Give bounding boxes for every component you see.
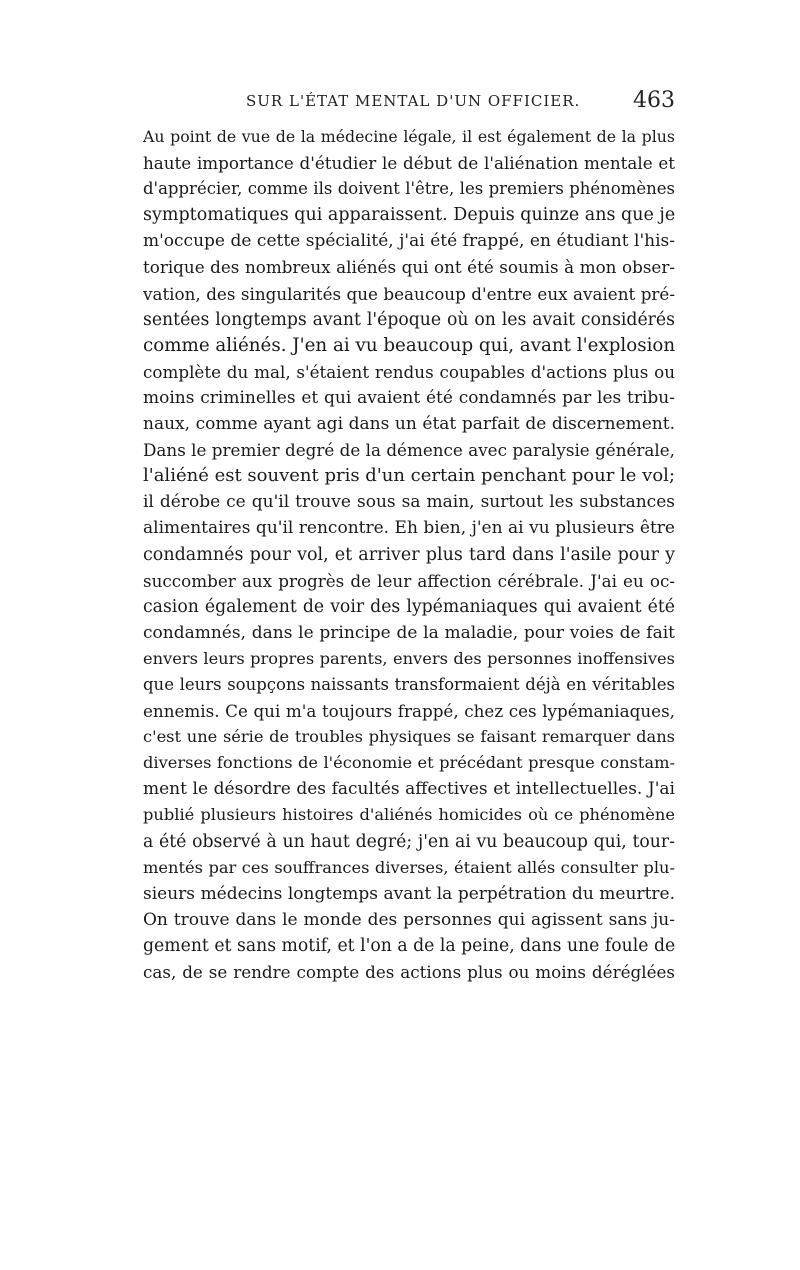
running-title: SUR L'ÉTAT MENTAL D'UN OFFICIER.: [246, 92, 581, 110]
text-line: ment le désordre des facultés affectives et intellectuelles. J'ai: [143, 779, 675, 800]
text-line: casion également de voir des lypémaniaques qui avaient été: [143, 596, 675, 617]
text-line: m'occupe de cette spécialité, j'ai été frappé, en étudiant l'his-: [143, 231, 675, 252]
text-line: sieurs médecins longtemps avant la perpétration du meurtre.: [143, 883, 675, 904]
page-number: 463: [633, 88, 675, 113]
text-line: condamnés pour vol, et arriver plus tard dans l'asile pour y: [143, 544, 675, 565]
text-line: On trouve dans le monde des personnes qui agissent sans ju-: [143, 909, 675, 930]
text-line: publié plusieurs histoires d'aliénés homicides où ce phénomène: [143, 805, 675, 825]
text-line: d'apprécier, comme ils doivent l'être, les premiers phénomènes: [143, 179, 675, 199]
text-line: condamnés, dans le principe de la maladie, pour voies de fait: [143, 622, 675, 643]
text-line: haute importance d'étudier le début de l'aliénation mentale et: [143, 153, 675, 174]
body-text: [143, 124, 675, 985]
text-line: ennemis. Ce qui m'a toujours frappé, chez ces lypémaniaques,: [143, 701, 675, 722]
text-line: alimentaires qu'il rencontre. Eh bien, j'en ai vu plusieurs être: [143, 518, 675, 539]
text-line: comme aliénés. J'en ai vu beaucoup qui, avant l'explosion: [143, 334, 675, 356]
text-line: gement et sans motif, et l'on a de la peine, dans une foule de: [143, 935, 675, 956]
text-line: complète du mal, s'étaient rendus coupables d'actions plus ou: [143, 361, 675, 382]
text-line: il dérobe ce qu'il trouve sous sa main, surtout les substances: [143, 492, 675, 513]
text-line: sentées longtemps avant l'époque où on les avait considérés: [143, 309, 675, 330]
text-line: Au point de vue de la médecine légale, il est également de la plus: [143, 127, 675, 146]
text-line: que leurs soupçons naissants transformaient déjà en véritables: [143, 674, 675, 694]
text-line: torique des nombreux aliénés qui ont été soumis à mon obser-: [143, 257, 675, 278]
text-line: cas, de se rendre compte des actions plus ou moins déréglées: [143, 962, 675, 982]
text-line: symptomatiques qui apparaissent. Depuis quinze ans que je: [143, 205, 675, 226]
text-line: diverses fonctions de l'économie et précédant presque constam-: [143, 753, 675, 773]
text-line: l'aliéné est souvent pris d'un certain penchant pour le vol;: [143, 465, 675, 487]
text-line: Dans le premier degré de la démence avec paralysie générale,: [143, 440, 675, 461]
text-line: vation, des singularités que beaucoup d'entre eux avaient pré-: [143, 283, 675, 304]
text-line: naux, comme ayant agi dans un état parfait de discernement.: [143, 414, 675, 435]
text-line: c'est une série de troubles physiques se faisant remarquer dans: [143, 727, 675, 747]
text-line: a été observé à un haut degré; j'en ai vu beaucoup qui, tour-: [143, 831, 675, 852]
text-line: envers leurs propres parents, envers des personnes inoffensives: [143, 648, 675, 668]
text-line: moins criminelles et qui avaient été condamnés par les tribu-: [143, 387, 675, 408]
text-line: mentés par ces souffrances diverses, étaient allés consulter plu-: [143, 857, 675, 877]
text-line: succomber aux progrès de leur affection cérébrale. J'ai eu oc-: [143, 570, 675, 591]
